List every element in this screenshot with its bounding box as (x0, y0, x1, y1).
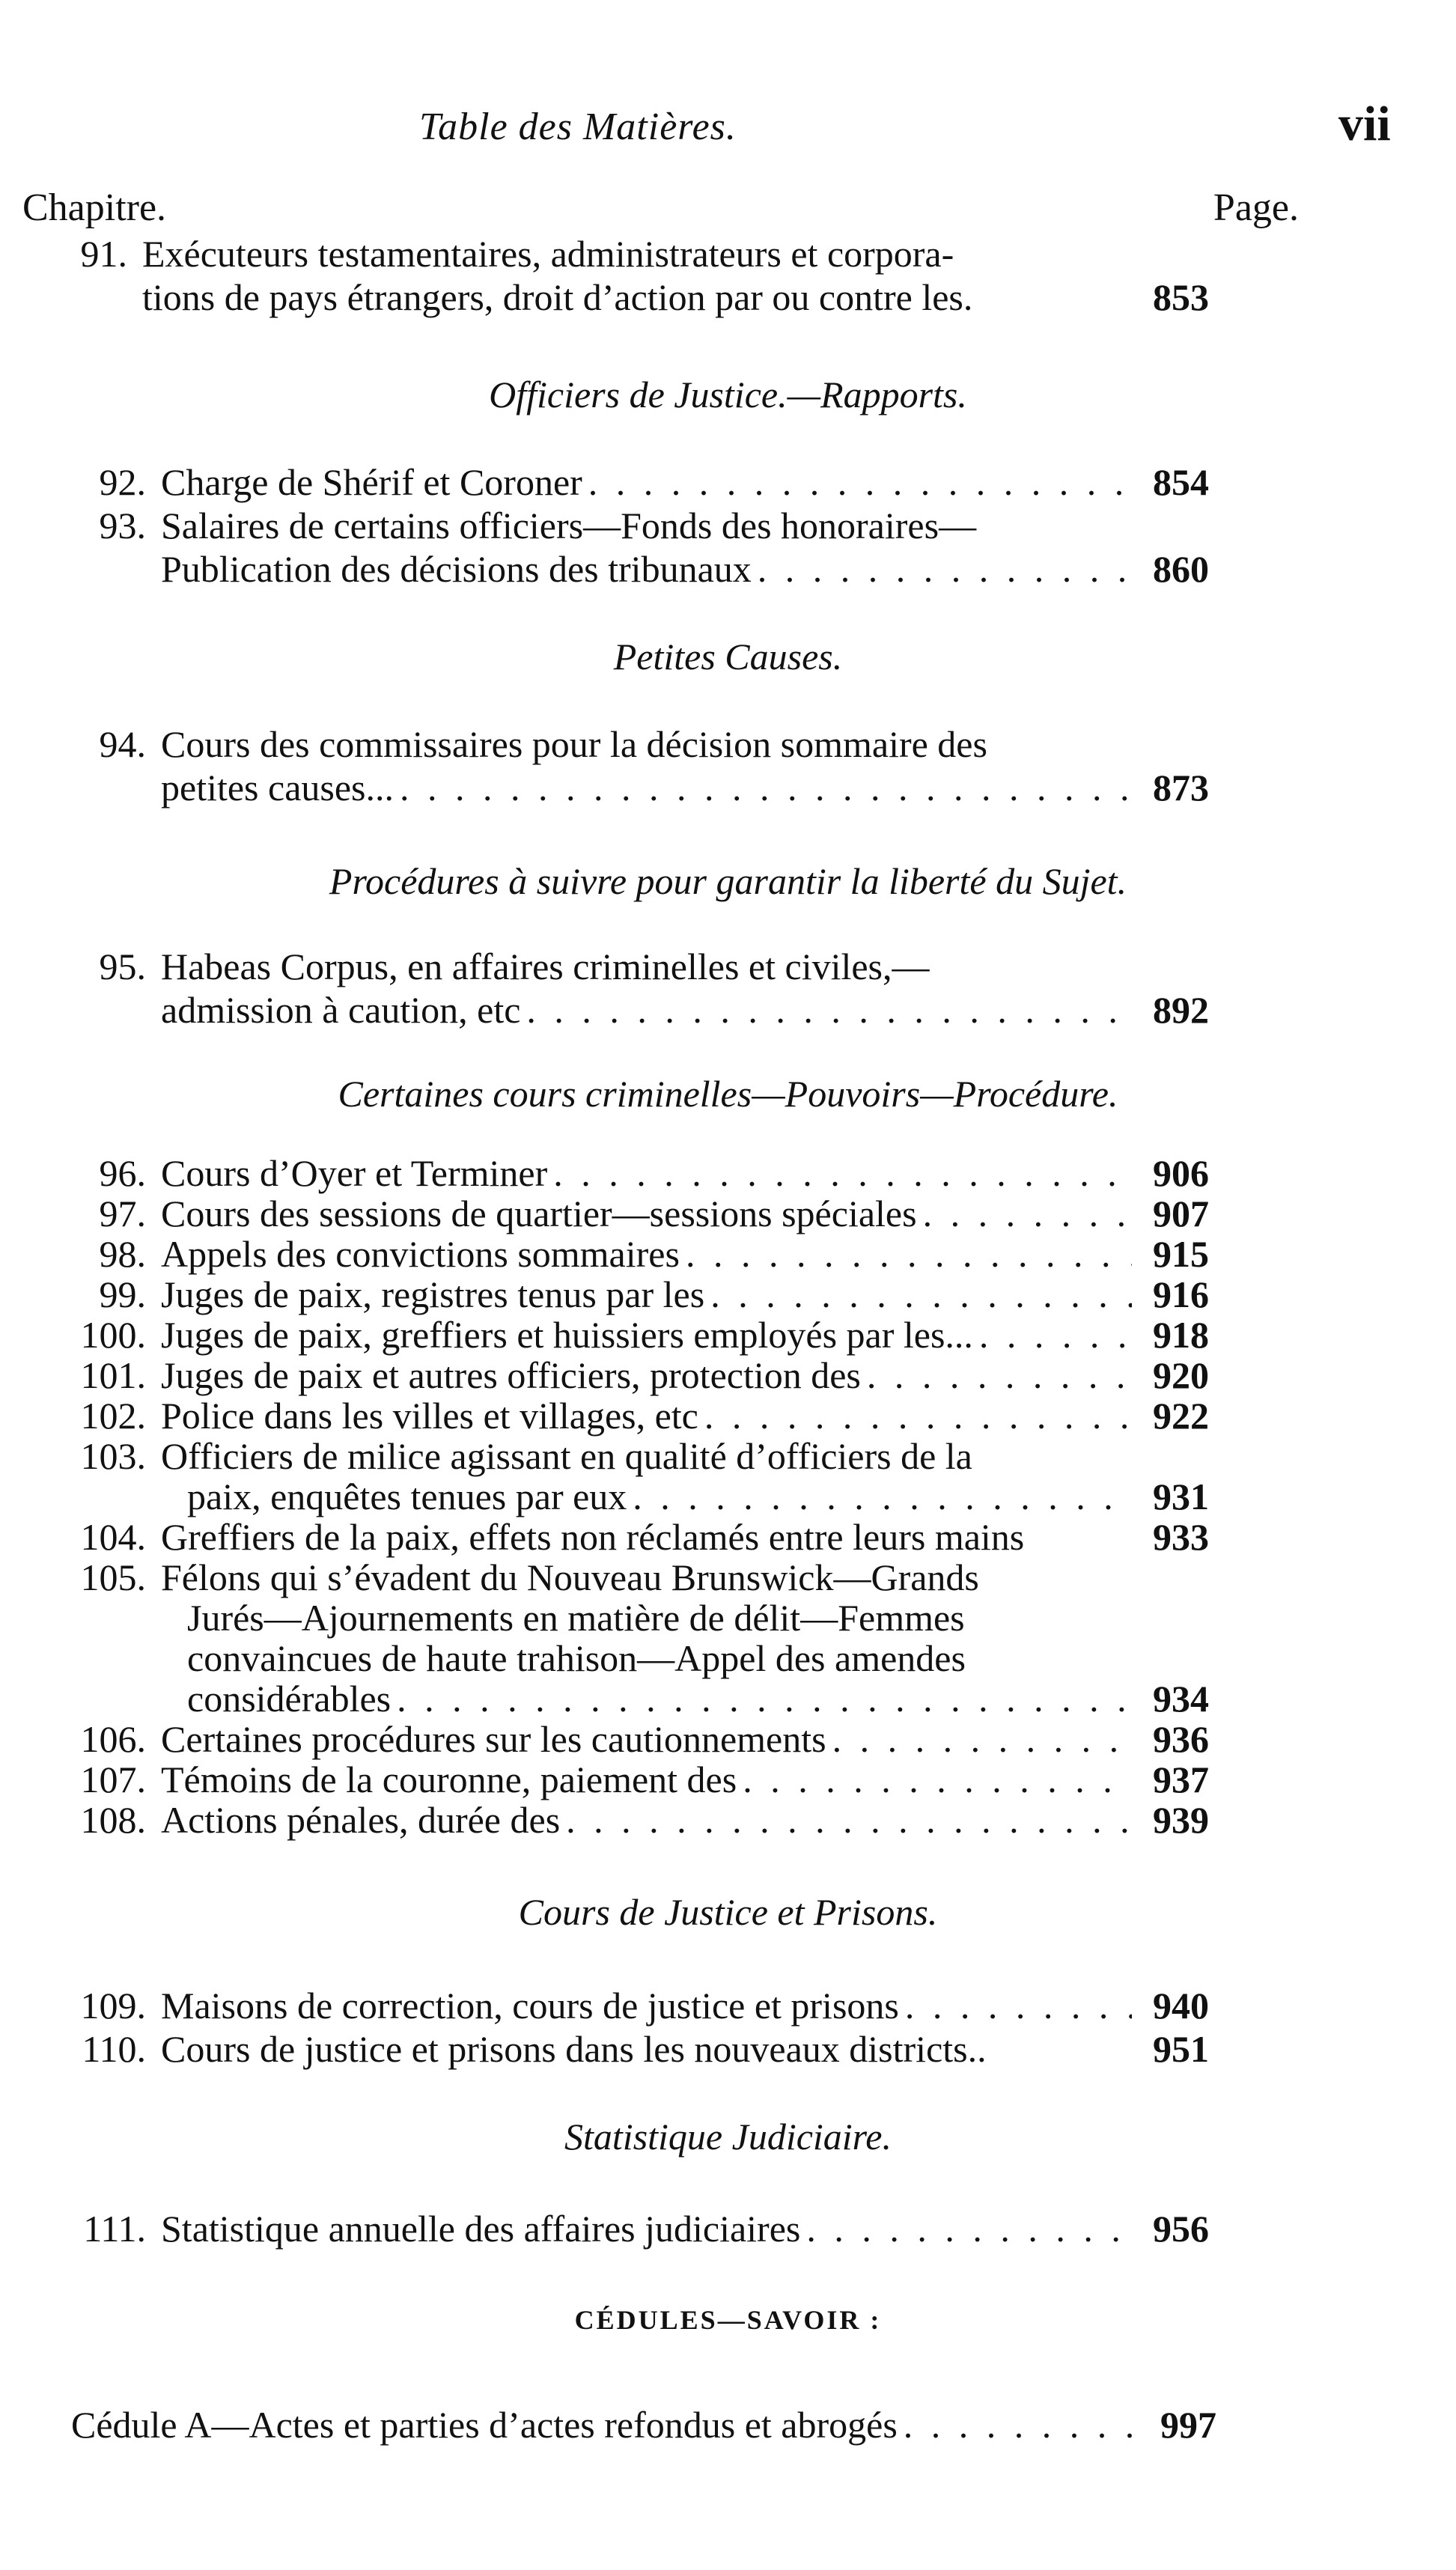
toc-entry-cedule-a (71, 2403, 1216, 2446)
toc-entry-110 (41, 2027, 1209, 2071)
toc-entry-92 (41, 460, 1209, 504)
leader-dots (400, 766, 1132, 809)
leader-dots (553, 1153, 1132, 1193)
entry-text: Habeas Corpus, en affaires criminelles et civiles,— (161, 946, 930, 987)
entry-number: 109. (80, 1985, 146, 2027)
entry-number: 104. (80, 1516, 146, 1558)
entry-continuation (41, 1598, 1209, 1638)
toc-list-petites-causes (41, 722, 1209, 809)
entry-page: 918 (1153, 1314, 1209, 1356)
toc-entry-98 (41, 1234, 1209, 1274)
leader-dots (633, 1476, 1132, 1517)
toc-entry-100 (41, 1315, 1209, 1355)
toc-list-prisons (41, 1984, 1209, 2071)
entry-text: Cours des sessions de quartier—sessions spéciales (161, 1193, 917, 1234)
entry-page: 940 (1153, 1985, 1209, 2027)
entry-page: 956 (1153, 2208, 1209, 2250)
column-headings (22, 186, 1299, 230)
toc-entry-111 (41, 2207, 1209, 2250)
entry-page: 916 (1153, 1273, 1209, 1315)
leader-dots (758, 547, 1132, 591)
entry-text: Certaines procédures sur les cautionnements (161, 1718, 826, 1760)
entry-text: tions de pays étrangers, droit d’action par ou contre les. (142, 276, 973, 318)
entry-page: 951 (1153, 2028, 1209, 2070)
entry-page: 933 (1153, 1516, 1209, 1558)
entry-number: 93. (99, 505, 146, 546)
section-heading: Statistique Judiciaire. (564, 2116, 892, 2158)
entry-number: 107. (80, 1758, 146, 1800)
entry-page: 853 (1153, 276, 1209, 318)
entry-text: Cours de justice et prisons dans les nouveaux districts.. (161, 2028, 987, 2070)
entry-page: 934 (1153, 1678, 1209, 1720)
entry-text: Cours des commissaires pour la décision sommaire des (161, 723, 987, 765)
entry-continuation (41, 988, 1209, 1032)
entry-text: Officiers de milice agissant en qualité d’officiers de la (161, 1435, 972, 1477)
leader-dots (806, 2207, 1132, 2250)
section-heading: Officiers de Justice.—Rapports. (489, 374, 967, 415)
toc-list-cedules (71, 2403, 1216, 2446)
section-heading: Certaines cours criminelles—Pouvoirs—Procédure. (338, 1073, 1118, 1115)
entry-number: 97. (99, 1193, 146, 1234)
toc-entry-109 (41, 1984, 1209, 2027)
leader-dots (686, 1234, 1132, 1274)
entry-text: Statistique annuelle des affaires judiciaires (161, 2208, 801, 2250)
toc-entry-97 (41, 1193, 1209, 1234)
toc-entry-103 (41, 1436, 1209, 1476)
entry-text: Jurés—Ajournements en matière de délit—Femmes (187, 1597, 965, 1639)
toc-entry-93 (41, 504, 1209, 547)
entry-page: 860 (1153, 548, 1209, 590)
entry-text: Cédule A—Actes et parties d’actes refondus et abrogés (71, 2404, 898, 2446)
entry-text: Juges de paix, greffiers et huissiers employés par les... (161, 1314, 973, 1356)
entry-text: Greffiers de la paix, effets non réclamés entre leurs mains (161, 1516, 1025, 1558)
entry-number: 100. (80, 1314, 146, 1356)
leader-dots (905, 1984, 1132, 2027)
toc-entry-105 (41, 1557, 1209, 1598)
section-heading: Procédures à suivre pour garantir la liberté du Sujet. (329, 860, 1127, 902)
toc-list-cours-criminelles (41, 1153, 1209, 1840)
leader-dots (526, 988, 1132, 1032)
entry-text: Police dans les villes et villages, etc (161, 1395, 698, 1437)
entry-page: 937 (1153, 1758, 1209, 1800)
entry-number: 103. (80, 1435, 146, 1477)
entry-text: Juges de paix, registres tenus par les (161, 1273, 705, 1315)
toc-list-officiers (41, 460, 1209, 591)
leader-dots (397, 1678, 1132, 1719)
entry-number: 111. (83, 2208, 146, 2250)
entry-continuation (41, 547, 1209, 591)
entry-text: Appels des convictions sommaires (161, 1233, 680, 1275)
entry-page: 873 (1153, 767, 1209, 809)
page-label: Page. (1213, 186, 1299, 229)
toc-entry-99 (41, 1274, 1209, 1315)
section-heading: Cours de Justice et Prisons. (518, 1891, 938, 1933)
leader-dots (979, 1315, 1132, 1355)
leader-dots (743, 1759, 1132, 1800)
entry-page: 936 (1153, 1718, 1209, 1760)
toc-entry-95 (41, 945, 1209, 988)
entry-number: 92. (99, 461, 146, 503)
entry-number: 108. (80, 1799, 146, 1841)
entry-text: paix, enquêtes tenues par eux (187, 1476, 627, 1517)
entry-text: Juges de paix et autres officiers, protection des (161, 1354, 861, 1396)
leader-dots (710, 1274, 1132, 1315)
entry-page: 922 (1153, 1395, 1209, 1437)
entry-page: 931 (1153, 1476, 1209, 1517)
entry-continuation (41, 1638, 1209, 1678)
entry-page: 920 (1153, 1354, 1209, 1396)
entry-number: 105. (80, 1556, 146, 1598)
entry-text: Publication des décisions des tribunaux (161, 548, 752, 590)
page-folio: vii (1338, 97, 1391, 151)
entry-page: 906 (1153, 1152, 1209, 1194)
entry-page: 939 (1153, 1799, 1209, 1841)
entry-text: admission à caution, etc (161, 989, 521, 1031)
toc-entry-101 (41, 1355, 1209, 1395)
leader-dots (832, 1719, 1132, 1759)
entry-number: 106. (80, 1718, 146, 1760)
entry-number: 101. (80, 1354, 146, 1396)
entry-continuation (41, 766, 1209, 809)
entry-number: 91. (80, 233, 127, 275)
leader-dots (904, 2403, 1139, 2446)
entry-text: Exécuteurs testamentaires, administrateurs et corpora- (142, 233, 954, 275)
entry-continuation (41, 1678, 1209, 1719)
leader-dots (867, 1355, 1132, 1395)
entry-page: 997 (1160, 2404, 1216, 2446)
entry-text: considérables (187, 1678, 392, 1720)
entry-number: 95. (99, 946, 146, 987)
entry-page: 892 (1153, 989, 1209, 1031)
section-heading: Petites Causes. (613, 636, 843, 677)
entry-number: 102. (80, 1395, 146, 1437)
entry-number: 94. (99, 723, 146, 765)
leader-dots (588, 460, 1132, 504)
entry-text: Témoins de la couronne, paiement des (161, 1758, 737, 1800)
toc-entry-104 (41, 1517, 1209, 1557)
entry-text: Maisons de correction, cours de justice et prisons (161, 1985, 899, 2027)
toc-entry-96 (41, 1153, 1209, 1193)
entry-number: 99. (99, 1273, 146, 1315)
entry-text: Félons qui s’évadent du Nouveau Brunswick—Grands (161, 1556, 979, 1598)
entry-text: Cours d’Oyer et Terminer (161, 1152, 548, 1194)
entry-text: petites causes... (161, 767, 395, 809)
entry-number: 98. (99, 1233, 146, 1275)
running-title: Table des Matières. (419, 106, 737, 148)
toc-list-liberte (41, 945, 1209, 1032)
entry-number: 110. (82, 2028, 146, 2070)
toc-entry-107 (41, 1759, 1209, 1800)
entry-continuation (41, 1476, 1209, 1517)
entry-page: 915 (1153, 1233, 1209, 1275)
leader-dots (704, 1395, 1132, 1436)
toc-list-statistique (41, 2207, 1209, 2250)
entry-text: Salaires de certains officiers—Fonds des honoraires— (161, 505, 977, 546)
entry-page: 907 (1153, 1193, 1209, 1234)
entry-text: Charge de Shérif et Coroner (161, 461, 582, 503)
toc-entry-102 (41, 1395, 1209, 1436)
toc-entry-108 (41, 1800, 1209, 1840)
entry-text: Actions pénales, durée des (161, 1799, 561, 1841)
leader-dots (923, 1193, 1132, 1234)
leader-dots (566, 1800, 1132, 1840)
toc-entry-91 (41, 232, 1209, 319)
toc-entry-106 (41, 1719, 1209, 1759)
chapter-label: Chapitre. (22, 186, 167, 229)
entry-text: convaincues de haute trahison—Appel des amendes (187, 1637, 966, 1679)
entry-number: 96. (99, 1152, 146, 1194)
toc-entry-94 (41, 722, 1209, 766)
section-heading-cedules: CÉDULES—SAVOIR : (574, 2305, 882, 2335)
entry-page: 854 (1153, 461, 1209, 503)
